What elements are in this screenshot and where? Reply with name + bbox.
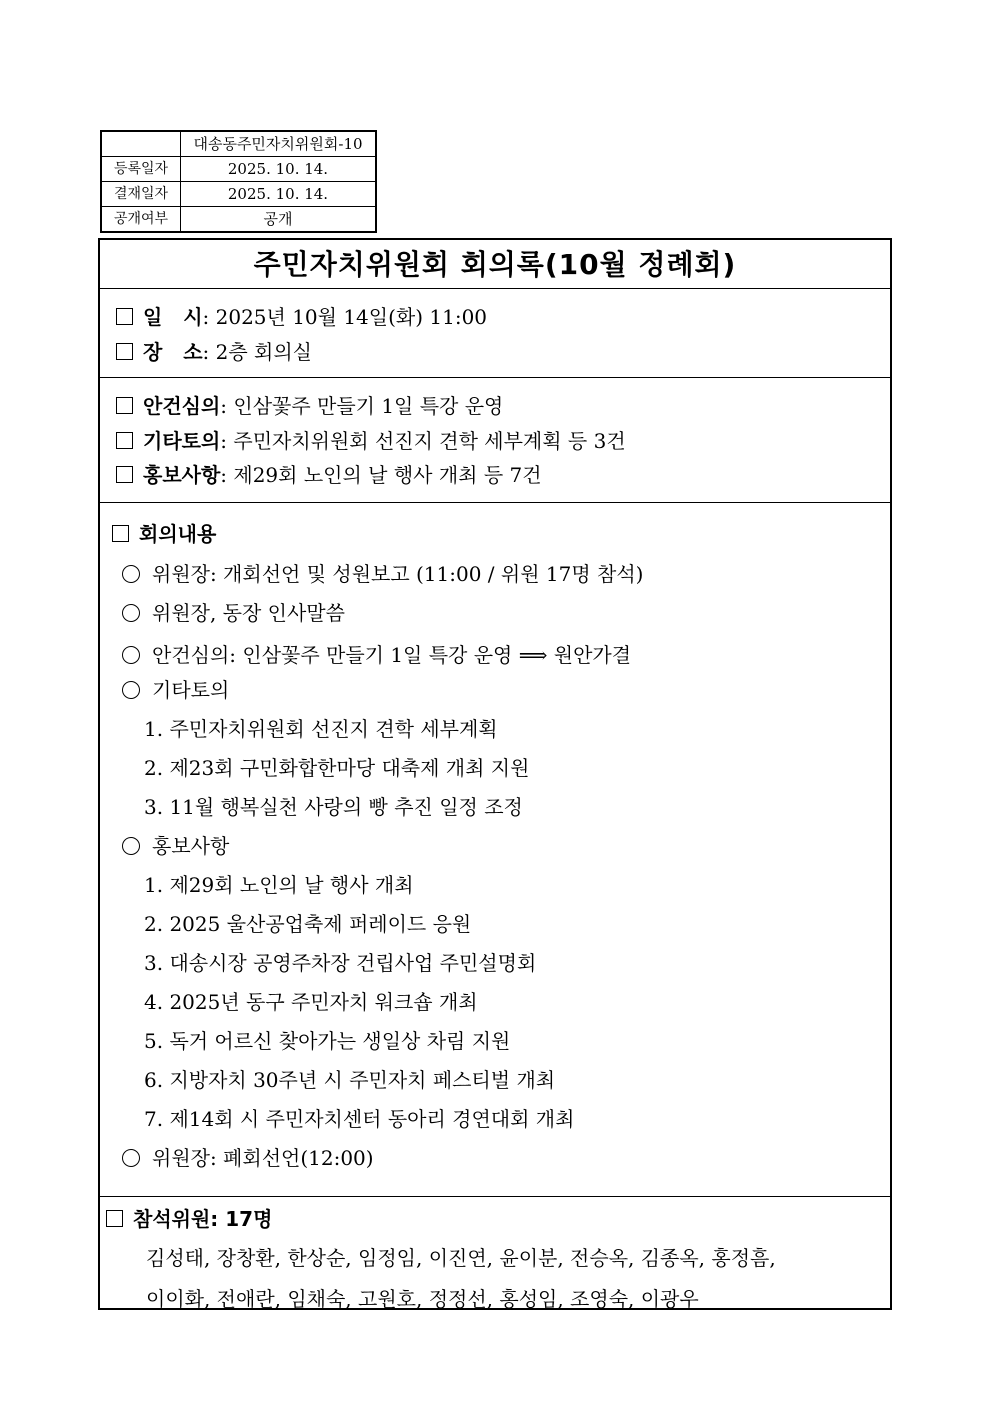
circle-bullet-icon (122, 604, 140, 622)
circle-bullet-icon (122, 565, 140, 583)
attendance-section (100, 1197, 890, 1310)
discussion-item: 1. 주민자치위원회 선진지 견학 세부계획 (144, 717, 498, 741)
agenda-item (116, 459, 542, 488)
promo-item: 6. 지방자치 30주년 시 주민자치 페스티벌 개최 (144, 1068, 556, 1092)
agenda-label: 기타토의 (143, 429, 221, 453)
approval-date: 2025. 10. 14. (181, 182, 377, 207)
disclosure-label: 공개여부 (101, 207, 181, 233)
circle-bullet-icon (122, 1149, 140, 1167)
promo-item: 5. 독거 어르신 찾아가는 생일상 차림 지원 (144, 1029, 511, 1053)
place-value: : 2층 회의실 (202, 340, 312, 364)
attendee-names: 이이화, 전애란, 임채숙, 고원호, 정정선, 홍성임, 조영숙, 이광우 (146, 1287, 699, 1311)
circle-bullet-icon (122, 837, 140, 855)
list-item: 안건심의: 인삼꽃주 만들기 1일 특강 운영 ⟹ 원안가결 (122, 639, 631, 668)
checkbox-icon (106, 1210, 123, 1227)
title-section (100, 240, 890, 289)
disclosure-status: 공개 (181, 207, 377, 233)
circle-bullet-icon (122, 681, 140, 699)
promo-item: 7. 제14회 시 주민자치센터 동아리 경연대회 개최 (144, 1107, 575, 1131)
agenda-value: : 제29회 노인의 날 행사 개최 등 7건 (220, 463, 542, 487)
circle-bullet-icon (122, 646, 140, 664)
date-label: 일 시 (143, 305, 203, 329)
agenda-value: : 인삼꽃주 만들기 1일 특강 운영 (220, 394, 504, 418)
place-label: 장 소 (143, 340, 203, 364)
promo-item: 1. 제29회 노인의 날 행사 개최 (144, 873, 414, 897)
list-item: 위원장: 폐회선언(12:00) (122, 1142, 374, 1171)
registration-table (100, 130, 377, 233)
place-line (116, 336, 312, 365)
list-item: 위원장, 동장 인사말씀 (122, 597, 345, 626)
promo-item: 3. 대송시장 공영주차장 건립사업 주민설명회 (144, 951, 537, 975)
agenda-item (116, 425, 626, 454)
list-item: 위원장: 개회선언 및 성원보고 (11:00 / 위원 17명 참석) (122, 558, 643, 587)
checkbox-icon (112, 525, 129, 542)
attendance-heading: 참석위원: 17명 (106, 1203, 272, 1232)
registration-date-label: 등록일자 (101, 157, 181, 182)
registration-date: 2025. 10. 14. (181, 157, 377, 182)
attendee-names: 김성태, 장창환, 한상순, 임정임, 이진연, 윤이분, 전승옥, 김종옥, 홍정흠, (146, 1246, 776, 1270)
agenda-label: 안건심의 (143, 394, 221, 418)
agenda-item (116, 390, 503, 419)
doc-number: 대송동주민자치위원회-10 (181, 131, 377, 157)
page-title: 주민자치위원회 회의록(10월 정례회) (253, 248, 737, 281)
discussion-item: 3. 11월 행복실천 사랑의 빵 추진 일정 조정 (144, 795, 523, 819)
content-heading: 회의내용 (112, 518, 216, 547)
doc-number-label-cell (101, 131, 181, 157)
list-item: 홍보사항 (122, 830, 229, 859)
list-item: 기타토의 (122, 674, 229, 703)
approval-date-label: 결재일자 (101, 182, 181, 207)
date-value: : 2025년 10월 14일(화) 11:00 (202, 305, 488, 329)
checkbox-icon (116, 343, 133, 360)
promo-item: 2. 2025 울산공업축제 퍼레이드 응원 (144, 912, 472, 936)
schedule-section (100, 289, 890, 378)
checkbox-icon (116, 432, 133, 449)
checkbox-icon (116, 308, 133, 325)
agenda-value: : 주민자치위원회 선진지 견학 세부계획 등 3건 (220, 429, 626, 453)
agenda-section (100, 378, 890, 503)
checkbox-icon (116, 466, 133, 483)
discussion-item: 2. 제23회 구민화합한마당 대축제 개최 지원 (144, 756, 530, 780)
promo-item: 4. 2025년 동구 주민자치 워크숍 개최 (144, 990, 478, 1014)
date-line (116, 301, 487, 330)
minutes-document (98, 238, 892, 1310)
checkbox-icon (116, 397, 133, 414)
meeting-content-section (100, 503, 890, 1197)
agenda-label: 홍보사항 (143, 463, 221, 487)
